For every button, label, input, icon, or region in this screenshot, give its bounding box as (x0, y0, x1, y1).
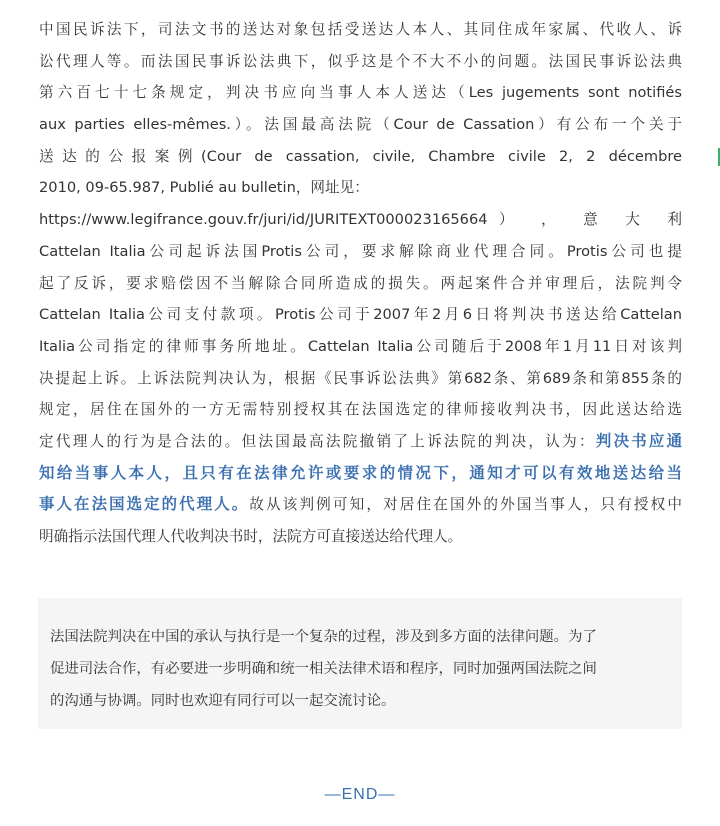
article-line: 起了反诉，要求赔偿因不当解除合同所造成的损失。两起案件合并审理后，法院判令 (39, 274, 682, 292)
article-line: 决提起上诉。上诉法院判决认为，根据《民事诉讼法典》第682条、第689条和第855条的 (39, 369, 682, 387)
line-text: 故从该判例可知，对居住在国外的外国当事人，只有授权中 (249, 496, 682, 514)
article-line: 规定，居住在国外的一方无需特别授权其在法国选定的律师接收判决书，因此送达给选 (39, 401, 682, 419)
article-line: aux parties elles-mêmes.）。法国最高法院（Cour de Cassation）有公布一个关于 (39, 116, 682, 134)
highlighted-text: 知给当事人本人，且只有在法律允许或要求的情况下，通知才可以有效地送达给当 (39, 463, 682, 482)
article-line: 2010, 09-65.987, Publié au bulletin，网址见： (39, 179, 369, 197)
article-line (39, 458, 682, 490)
summary-line: 的沟通与协调。同时也欢迎有同行可以一起交流讨论。 (50, 693, 396, 709)
article-line (39, 489, 682, 521)
article-line: 明确指示法国代理人代收判决书时，法院方可直接送达给代理人。 (39, 528, 463, 545)
article-line: 中国民诉法下，司法文书的送达对象包括受送达人本人、其同住成年家属、代收人、诉 (39, 21, 682, 38)
highlighted-text: 事人在法国选定的代理人。 (39, 495, 250, 514)
article-line: 送达的公报案例(Cour de cassation, civile, Chambre civile 2, 2 décembre (39, 147, 682, 165)
article-line: 第六百七十七条规定，判决书应向当事人本人送达（Les jugements sont notifiés (39, 84, 682, 102)
line-text: 定代理人的行为是合法的。但法国最高法院撤销了上诉法院的判决，认为： (39, 432, 596, 450)
summary-line: 促进司法合作，有必要进一步明确和统一相关法律术语和程序，同时加强两国法院之间 (50, 661, 597, 677)
article-line: Cattelan Italia公司起诉法国Protis公司，要求解除商业代理合同。Protis公司也提 (39, 242, 682, 260)
article-line (39, 426, 682, 458)
article-line: Cattelan Italia公司支付款项。Protis公司于2007年2月6日将判决书送达给Cattelan (39, 306, 682, 324)
article-line: 讼代理人等。而法国民事诉讼法典下，似乎这是个不大不小的问题。法国民事诉讼法典 (39, 52, 682, 70)
summary-box (38, 598, 682, 729)
highlighted-text: 判决书应通 (595, 431, 682, 450)
article-line: Italia公司指定的律师事务所地址。Cattelan Italia公司随后于2008年1月11日对该判 (39, 337, 682, 355)
article-link-line: https://www.legifrance.gouv.fr/juri/id/JURITEXT000023165664） ， 意 大 利 (39, 211, 682, 229)
summary-line: 法国法院判决在中国的承认与执行是一个复杂的过程，涉及到多方面的法律问题。为了 (50, 629, 597, 645)
end-marker: —END— (324, 786, 396, 803)
article-body (39, 14, 682, 553)
